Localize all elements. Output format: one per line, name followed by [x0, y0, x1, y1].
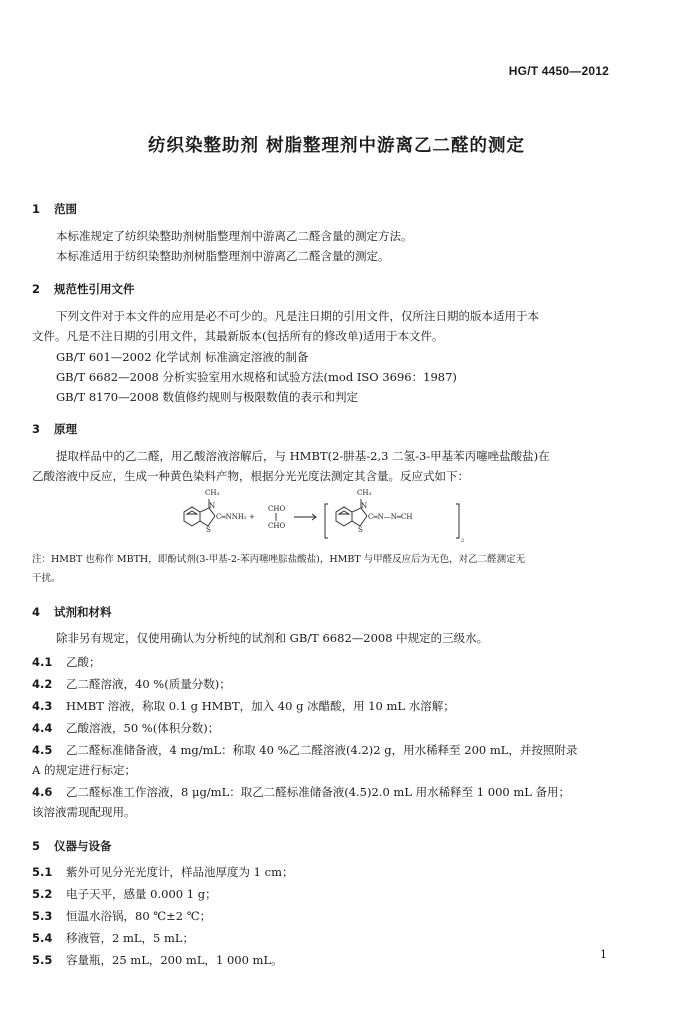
item-text: 乙二醛溶液，40 %(质量分数)； — [66, 677, 231, 691]
item-number: 4.3 — [32, 699, 53, 713]
paragraph-line: 下列文件对于本文件的应用是必不可少的。凡是注日期的引用文件，仅所注日期的版本适用于本 — [56, 309, 539, 323]
document-title: 纺织染整助剂 树脂整理剂中游离乙二醛的测定 — [147, 136, 526, 156]
item-text: 乙酸； — [66, 655, 101, 669]
list-item — [32, 950, 283, 970]
list-item — [32, 652, 101, 672]
section-heading-apparatus — [32, 838, 112, 854]
item-text: 乙酸溶液，50 %(体积分数)； — [66, 721, 220, 735]
list-item — [32, 928, 194, 948]
section-title: 仪器与设备 — [54, 839, 112, 853]
list-item — [32, 906, 211, 926]
list-item — [32, 718, 219, 738]
section-heading-normative-references — [32, 281, 135, 297]
nitrogen-label: N — [209, 502, 216, 510]
bracket-left — [325, 504, 328, 538]
section-heading-principle — [32, 421, 77, 437]
sulfur-label: S — [358, 526, 363, 534]
section-number: 1 — [32, 202, 41, 216]
benzene-ring-product — [336, 507, 352, 526]
product-chain-label: C═N—N═CH — [368, 513, 413, 521]
item-number: 4.4 — [32, 721, 53, 735]
paragraph-line: 除非另有规定，仅使用确认为分析纯的试剂和 GB/T 6682—2008 中规定的三级水。 — [56, 631, 489, 645]
section-title: 原理 — [54, 422, 77, 436]
item-text: 电子天平，感量 0.000 1 g； — [66, 887, 217, 901]
item-number: 5.2 — [32, 887, 53, 901]
reference-item: GB/T 8170—2008 数值修约规则与极限数值的表示和判定 — [56, 390, 359, 404]
subscript-label: 2 — [461, 538, 465, 544]
section-heading-reagents — [32, 604, 112, 620]
nitrogen-label: N — [361, 502, 368, 510]
paragraph-line: 文件。凡是不注日期的引用文件，其最新版本(包括所有的修改单)适用于本文件。 — [32, 329, 444, 343]
cho-bottom-label: CHO — [268, 522, 286, 530]
list-item — [32, 782, 570, 802]
item-number: 5.3 — [32, 909, 53, 923]
section-number: 4 — [32, 605, 41, 619]
section-number: 2 — [32, 282, 41, 296]
item-text: 容量瓶，25 mL，200 mL，1 000 mL。 — [66, 953, 283, 967]
item-number: 4.2 — [32, 677, 53, 691]
section-title: 试剂和材料 — [54, 605, 112, 619]
item-text: 移液管，2 mL，5 mL； — [66, 931, 195, 945]
item-number: 5.5 — [32, 953, 53, 967]
note-line: 注：HMBT 也称作 MBTH，即酚试剂(3-甲基-2-苯丙噻唑腙盐酸盐)，HMBT 与甲醛反应后为无色，对乙二醛测定无 — [32, 554, 526, 565]
item-text: 紫外可见分光光度计，样品池厚度为 1 cm； — [66, 865, 294, 879]
paragraph-line: 本标准适用于纺织染整助剂树脂整理剂中游离乙二醛含量的测定。 — [56, 249, 390, 263]
methyl-label: CH₃ — [205, 489, 220, 497]
paragraph-line: 乙酸溶液中反应，生成一种黄色染料产物，根据分光光度法测定其含量。反应式如下： — [32, 469, 469, 483]
item-number: 5.4 — [32, 931, 53, 945]
sulfur-label: S — [206, 526, 211, 534]
note-line: 干扰。 — [32, 573, 61, 584]
list-item — [32, 862, 293, 882]
item-text: 恒温水浴锅，80 ℃±2 ℃； — [66, 909, 212, 923]
item-text: HMBT 溶液，称取 0.1 g HMBT，加入 40 g 冰醋酸，用 10 mL 水溶解； — [66, 699, 455, 713]
list-item — [32, 674, 231, 694]
list-item-continuation: A 的规定进行标定； — [32, 763, 136, 777]
list-item — [32, 740, 577, 760]
item-number: 4.1 — [32, 655, 53, 669]
item-text: 乙二醛标准工作溶液，8 μg/mL：取乙二醛标准储备液(4.5)2.0 mL 用水稀释至 1 000 mL 备用； — [66, 785, 571, 799]
cho-top-label: CHO — [268, 505, 286, 513]
item-number: 4.5 — [32, 743, 53, 757]
paragraph-line: 提取样品中的乙二醛，用乙酸溶液溶解后，与 HMBT(2-肼基-2,3 二氢-3-甲基苯丙噻唑盐酸盐)在 — [56, 449, 550, 463]
hydrazone-label: C═NNH₂ + — [216, 513, 255, 521]
list-item — [32, 884, 217, 904]
list-item-continuation: 该溶液需现配现用。 — [32, 805, 136, 819]
paragraph-line: 本标准规定了纺织染整助剂树脂整理剂中游离乙二醛含量的测定方法。 — [56, 229, 413, 243]
section-title: 规范性引用文件 — [54, 282, 135, 296]
section-number: 5 — [32, 839, 41, 853]
reference-item: GB/T 601—2002 化学试剂 标准滴定溶液的制备 — [56, 350, 309, 364]
page-number: 1 — [600, 948, 607, 961]
standard-code: HG/T 4450—2012 — [508, 64, 609, 78]
item-text: 乙二醛标准储备液，4 mg/mL：称取 40 %乙二醛溶液(4.2)2 g，用水稀释至 200 mL，并按照附录 — [66, 743, 578, 757]
item-number: 4.6 — [32, 785, 53, 799]
methyl-label: CH₃ — [357, 489, 372, 497]
benzene-ring-reactant — [184, 507, 200, 526]
section-title: 范围 — [54, 202, 77, 216]
section-number: 3 — [32, 422, 41, 436]
reference-item: GB/T 6682—2008 分析实验室用水规格和试验方法(mod ISO 3696：1987) — [56, 370, 457, 384]
item-number: 5.1 — [32, 865, 53, 879]
reaction-scheme — [176, 486, 466, 544]
bracket-right — [456, 504, 459, 538]
section-heading-scope — [32, 201, 77, 217]
list-item — [32, 696, 455, 716]
